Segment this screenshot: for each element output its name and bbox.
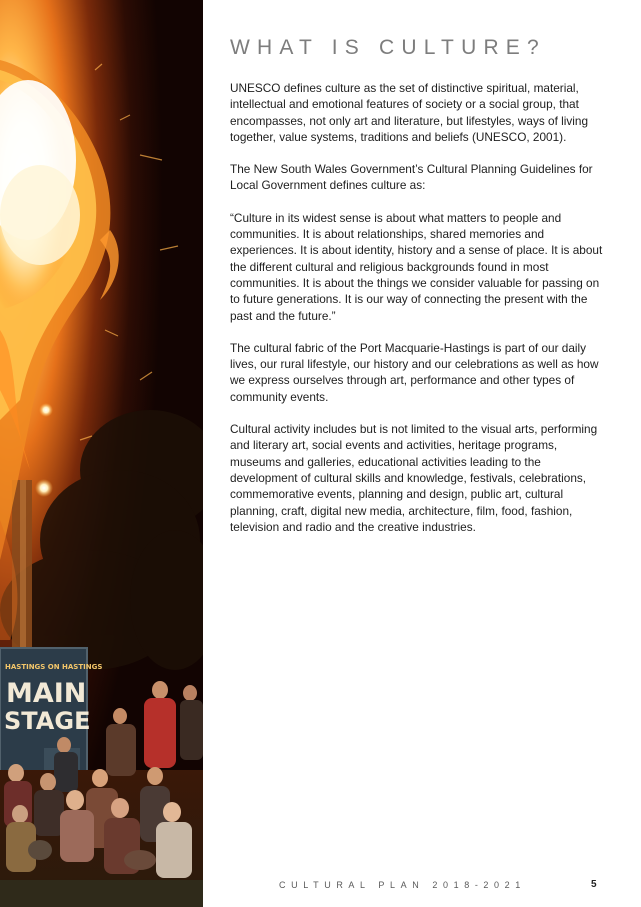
sign-line-1: HASTINGS ON HASTINGS <box>5 663 103 671</box>
paragraph-culture-quote: “Culture in its widest sense is about what matters to people and communities. It is about relationships, shared memories and experiences. It is about identity, history and a sense of place. It is about the different cultural and religious backgrounds found in most communities. It is about the things we consider valuable for passing on to future generations. It is our way of connecting the present with the past and the future.” <box>230 210 603 323</box>
fire-festival-photo <box>0 0 203 907</box>
page-title: WHAT IS CULTURE? <box>230 36 546 59</box>
sign-line-3: STAGE <box>4 707 91 735</box>
page-number: 5 <box>591 879 597 890</box>
sign-line-2: MAIN <box>6 678 87 709</box>
paragraph-cultural-fabric: The cultural fabric of the Port Macquarie-Hastings is part of our daily lives, our rural lifestyle, our history and our celebrations as well as how we express ourselves through art, performance and other types of community events. <box>230 340 599 404</box>
main-content <box>230 36 610 551</box>
paragraph-cultural-activity: Cultural activity includes but is not limited to the visual arts, performing and literary art, social events and activities, heritage programs, museums and galleries, educational activities leading to the development of cultural skills and knowledge, festivals, celebrations, commemorative events, planning and design, public art, cultural planning, craft, digital new media, architecture, film, food, fashion, television and radio and the creative industries. <box>230 422 598 534</box>
paragraph-nsw-guidelines: The New South Wales Government’s Cultural Planning Guidelines for Local Government defines culture as: <box>230 162 593 193</box>
footer-label: CULTURAL PLAN 2018-2021 <box>279 880 526 890</box>
paragraph-unesco-definition: UNESCO defines culture as the set of distinctive spiritual, material, intellectual and emotional features of society or a social group, that encompasses, not only art and literature, but lifestyles, ways of living together, value systems, traditions and beliefs (UNESCO, 2001). <box>230 81 589 144</box>
